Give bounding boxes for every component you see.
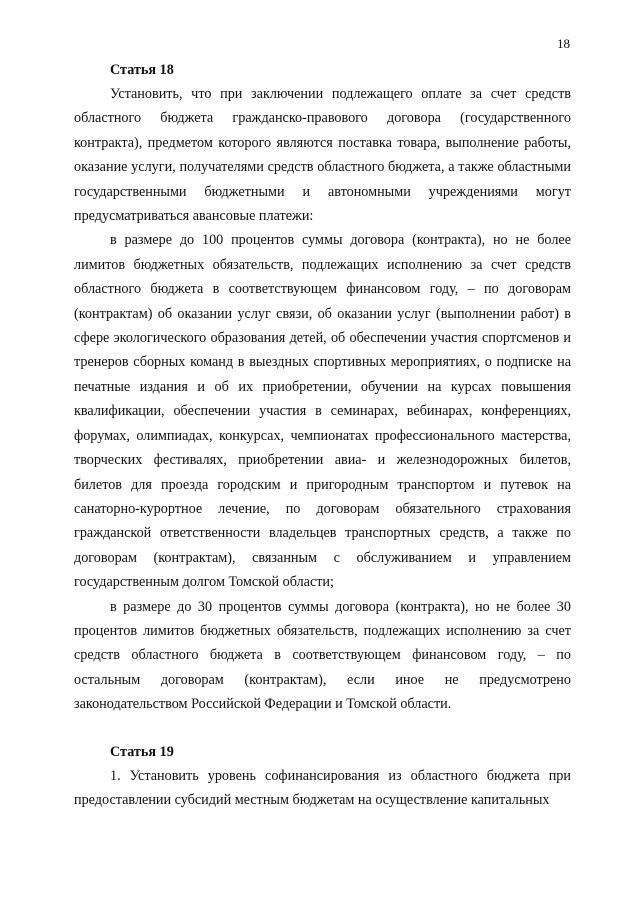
article-heading: Статья 18 xyxy=(110,62,174,78)
article-paragraph: Установить, что при заключении подлежащего оплате за счет средств областного бюджета гражданско-правового договора (государственного контракта), предметом которого являются поставка товара, выполнение работы, оказание услуги, получателями средств областного бюджета, а также областными государственными бюджетными и автономными учреждениями могут предусматриваться авансовые платежи: xyxy=(74,86,571,225)
section-spacer xyxy=(74,717,571,740)
article-paragraph: 1. Установить уровень софинансирования из областного бюджета при предоставлении субсидий местным бюджетам на осуществление капитальных xyxy=(74,767,571,808)
document-body xyxy=(74,58,571,812)
article-18 xyxy=(74,58,571,717)
article-paragraph: в размере до 30 процентов суммы договора (контракта), но не более 30 процентов лимитов бюджетных обязательств, подлежащих исполнению за счет средств областного бюджета в соответствующем финансовом году, – по остальным договорам (контрактам), если иное не предусмотрено законодательством Российской Федерации и Томской области. xyxy=(74,598,571,713)
article-heading: Статья 19 xyxy=(110,743,174,760)
page-number: 18 xyxy=(557,36,570,51)
article-19 xyxy=(74,740,571,813)
article-paragraph: в размере до 100 процентов суммы договора (контракта), но не более лимитов бюджетных обязательств, подлежащих исполнению за счет средств областного бюджета в соответствующем финансовом году, – по договорам (контрактам) об оказании услуг связи, об оказании услуг (выполнении работ) в сфере экологического образования детей, об обеспечении участия спортсменов и тренеров сборных команд в выездных спортивных мероприятиях, о подписке на печатные издания и об их приобретении, обучении на курсах повышения квалификации, обеспечении участия в семинарах, вебинарах, конференциях, форумах, олимпиадах, конкурсах, чемпионатах профессионального мастерства, творческих фестивалях, приобретении авиа- и железнодорожных билетов, билетов для проезда городским и пригородным транспортом и путевок на санаторно-курортное лечение, по договорам обязательного страхования гражданской ответственности владельцев транспортных средств, а также по договорам (контрактам), связанным с обслуживанием и управлением государственным долгом Томской области; xyxy=(74,232,571,591)
